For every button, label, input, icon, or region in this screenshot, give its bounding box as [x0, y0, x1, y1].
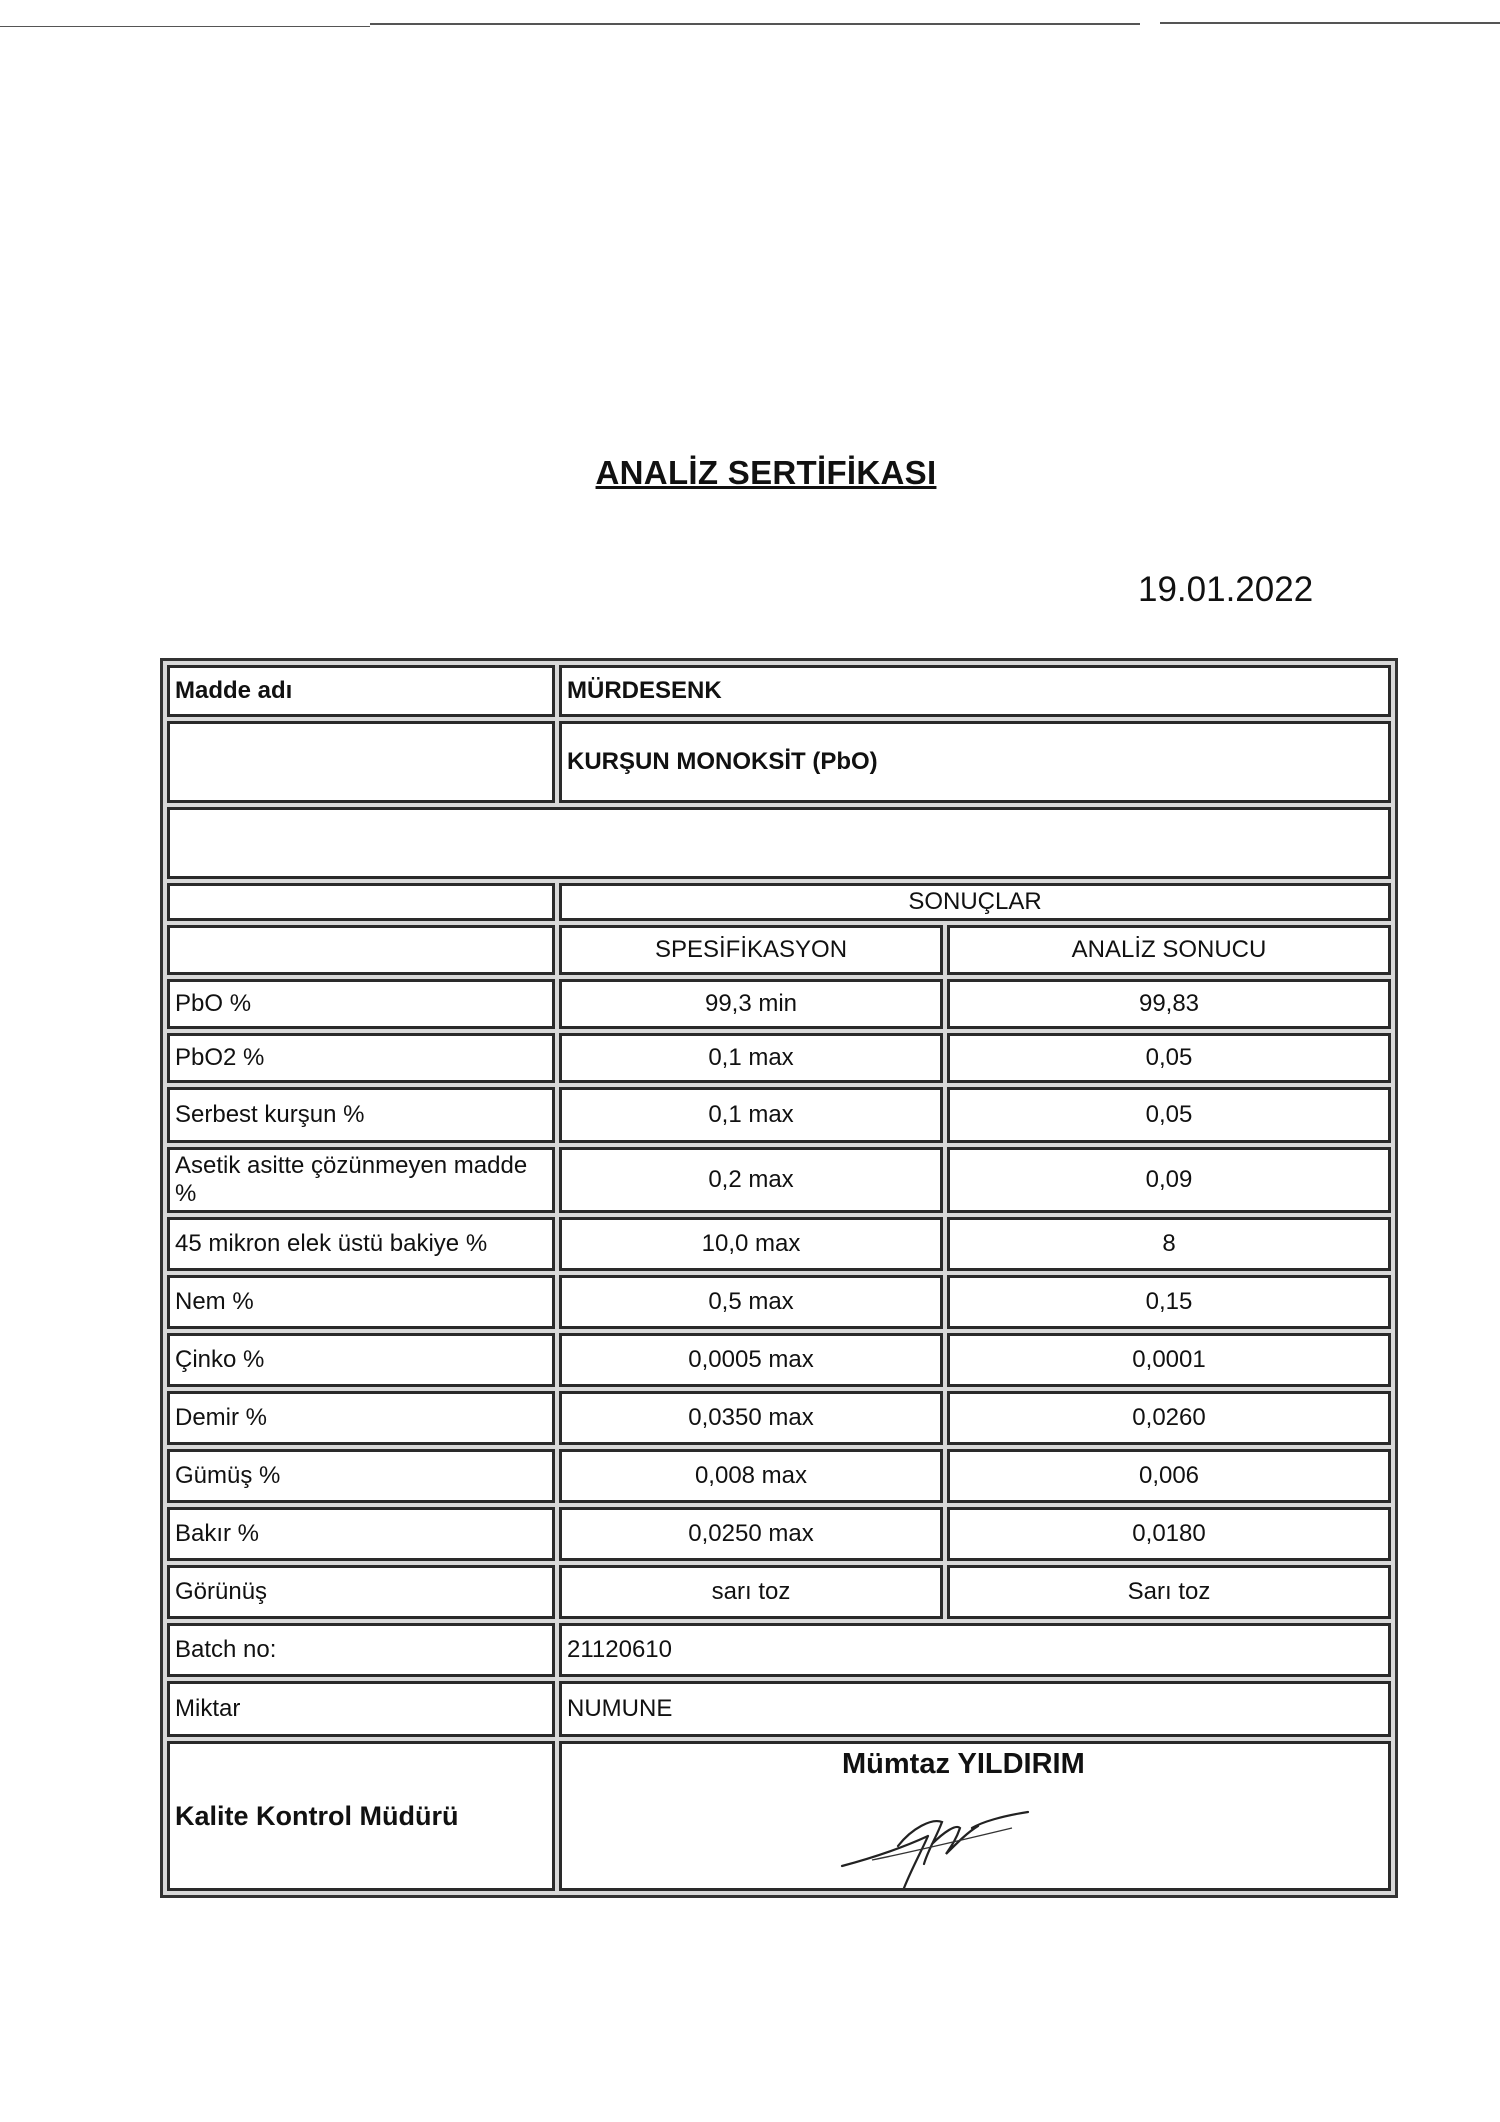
table-row [167, 1217, 1391, 1271]
result-value: 0,09 [947, 1147, 1391, 1213]
parameter-name: 45 mikron elek üstü bakiye % [167, 1217, 555, 1271]
parameter-name: PbO % [167, 979, 555, 1029]
parameter-name: Nem % [167, 1275, 555, 1329]
material-name-row [167, 665, 1391, 717]
parameter-name: Asetik asitte çözünmeyen madde % [167, 1147, 555, 1213]
signature-cell [559, 1741, 1391, 1891]
parameter-name: Bakır % [167, 1507, 555, 1561]
result-value: 0,05 [947, 1033, 1391, 1083]
material-label: Madde adı [167, 665, 555, 717]
scan-line-top-left [0, 26, 370, 27]
result-value: 8 [947, 1217, 1391, 1271]
spec-value: 0,008 max [559, 1449, 943, 1503]
spec-value: 0,0350 max [559, 1391, 943, 1445]
batch-value: 21120610 [559, 1623, 1391, 1677]
certificate-table [160, 658, 1398, 1898]
quantity-row [167, 1681, 1391, 1737]
table-row [167, 1333, 1391, 1387]
spec-value: 10,0 max [559, 1217, 943, 1271]
batch-row [167, 1623, 1391, 1677]
empty-cell [167, 721, 555, 803]
column-header-row [167, 925, 1391, 975]
parameter-name: Görünüş [167, 1565, 555, 1619]
empty-cell [167, 925, 555, 975]
column-header-spec: SPESİFİKASYON [559, 925, 943, 975]
parameter-name: Serbest kurşun % [167, 1087, 555, 1143]
spec-value: 0,1 max [559, 1087, 943, 1143]
batch-label: Batch no: [167, 1623, 555, 1677]
material-subtitle: KURŞUN MONOKSİT (PbO) [559, 721, 1391, 803]
table-row [167, 979, 1391, 1029]
scan-line-top-right [1160, 22, 1500, 24]
document-date: 19.01.2022 [1138, 570, 1314, 609]
table-row [167, 1275, 1391, 1329]
spec-value: 0,1 max [559, 1033, 943, 1083]
result-value: 0,05 [947, 1087, 1391, 1143]
spec-value: sarı toz [559, 1565, 943, 1619]
material-name: MÜRDESENK [559, 665, 1391, 717]
result-value: 0,0180 [947, 1507, 1391, 1561]
result-value: 0,15 [947, 1275, 1391, 1329]
parameter-name: Çinko % [167, 1333, 555, 1387]
approval-row [167, 1741, 1391, 1891]
result-value: 0,006 [947, 1449, 1391, 1503]
parameter-name: Gümüş % [167, 1449, 555, 1503]
spec-value: 0,2 max [559, 1147, 943, 1213]
table-row [167, 1147, 1391, 1213]
result-value: 99,83 [947, 979, 1391, 1029]
spec-value: 0,0250 max [559, 1507, 943, 1561]
column-header-result: ANALİZ SONUCU [947, 925, 1391, 975]
approval-role: Kalite Kontrol Müdürü [167, 1741, 555, 1891]
results-header: SONUÇLAR [559, 883, 1391, 921]
table-row [167, 1033, 1391, 1083]
parameter-name: Demir % [167, 1391, 555, 1445]
result-value: Sarı toz [947, 1565, 1391, 1619]
approver-name: Mümtaz YILDIRIM [842, 1748, 1085, 1780]
spec-value: 0,0005 max [559, 1333, 943, 1387]
results-rows [167, 979, 1391, 1619]
table-row [167, 1449, 1391, 1503]
quantity-value: NUMUNE [559, 1681, 1391, 1737]
result-value: 0,0001 [947, 1333, 1391, 1387]
material-subtitle-row [167, 721, 1391, 803]
table-row [167, 1391, 1391, 1445]
spec-value: 99,3 min [559, 979, 943, 1029]
parameter-name: PbO2 % [167, 1033, 555, 1083]
table-row [167, 1087, 1391, 1143]
results-header-row [167, 883, 1391, 921]
blank-row [167, 807, 1391, 879]
empty-cell [167, 883, 555, 921]
blank-cell [167, 807, 1391, 879]
table-row [167, 1565, 1391, 1619]
document-title: ANALİZ SERTİFİKASI [595, 454, 937, 491]
scan-line-top-middle [370, 23, 1140, 25]
handwritten-signature [832, 1788, 1032, 1891]
table-row [167, 1507, 1391, 1561]
spec-value: 0,5 max [559, 1275, 943, 1329]
quantity-label: Miktar [167, 1681, 555, 1737]
result-value: 0,0260 [947, 1391, 1391, 1445]
